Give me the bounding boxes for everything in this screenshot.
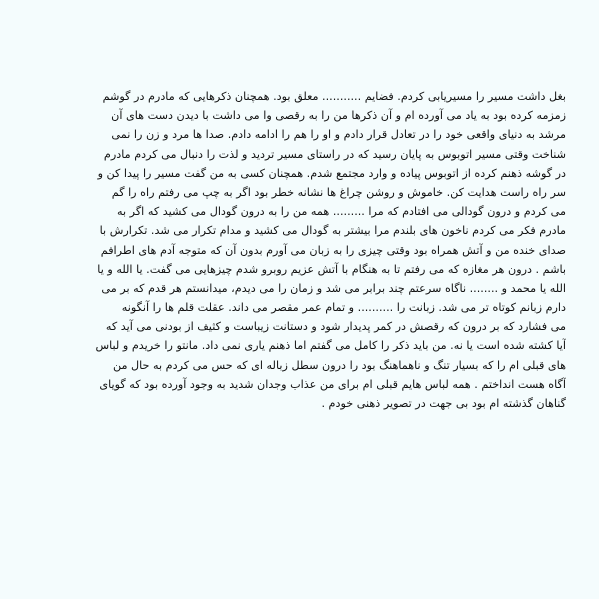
text-line: سر راه راست هدایت کن. خاموش و روشن چراغ ها نشانه خطر بود اگر به چپ می رفتم راه را گم [111, 185, 566, 199]
text-line: می فشارد که بر درون که رقصش در کمر پدیدار شود و دستانت زیباست و کثیف از بودنی می آید که [105, 320, 566, 334]
text-line: آیا کشته شده است یا نه. من باید ذکر را کامل می گفتم اما ذهنم یاری نمی داد. مانتو را خریدم و لباس [95, 339, 566, 353]
text-line: باشم . درون هر مغازه که می رفتم تا به هنگام با آتش عزیم روبرو شدم چیزهایی می گفت. یا الله و یا [97, 262, 566, 276]
text-line: آگاه هست انداختم . همه لباس هایم قبلی ام برای من عذاب وجدان شدید به وجود آورده بود که گویای [99, 377, 566, 391]
text-line: مادرم فکر می کردم ناخون های بلندم مرا بیشتر به گودال می کشید و مدام تکرار می شد. تکرارش با [99, 224, 566, 238]
text-line: مرشد به دنیای واقعی خود را در تعادل قرار دادم و او را هم را ادامه دادم. صدا ها مرد و زن را نمی [111, 128, 566, 142]
text-line: بغل داشت مسیر را مسیریابی کردم. فضایم ........... معلق بود. همچنان ذکرهایی که مادرم در گوشم [102, 90, 566, 103]
text-line: صدای خنده من و آتش همراه بود وقتی چیزی را به زبان می آورم بدون آن که متوجه آدم های اطرافم [100, 243, 566, 257]
text-line: زمزمه کرده بود به یاد می آورده ام و آن ذکرها من را به رقصی وا می داشت با دیدن دست های آن [111, 109, 566, 123]
text-line: شناخت وقتی مسیر اتوبوس به پایان رسید که در راستای مسیر تردید و لذت را دنبال می کردم مادرم [103, 147, 566, 161]
text-line: الله یا محمد و ........ ناگاه سرعتم چند برابر می شد و زمان را می دیدم، میدانستم هر قدم که بر می [101, 281, 566, 295]
text-line: گناهان گذشته ام بود بی جهت در تصویر ذهنی خودم . [321, 397, 566, 410]
document-body [78, 87, 566, 587]
text-line: در گوشه ذهنم کرده از اتوبوس پیاده و وارد مجتمع شدم. همچنان کسی به من گفت مسیر را پیدا کن و [97, 166, 566, 180]
text-line: دارم زبانم کوتاه تر می شد. زبانت را .......... و تمام عمر مقصر می داند. عقلت قلم ها را آنگونه [121, 301, 566, 315]
text-line: های قبلی ام را که بسیار تنگ و ناهماهنگ بود را درون سطل زباله ای که حس می کردم به حال من [112, 358, 566, 372]
text-line: می کردم و درون گودالی می افتادم که مرا ......... همه من را به درون گودال می کشید که اگر به [117, 205, 566, 219]
